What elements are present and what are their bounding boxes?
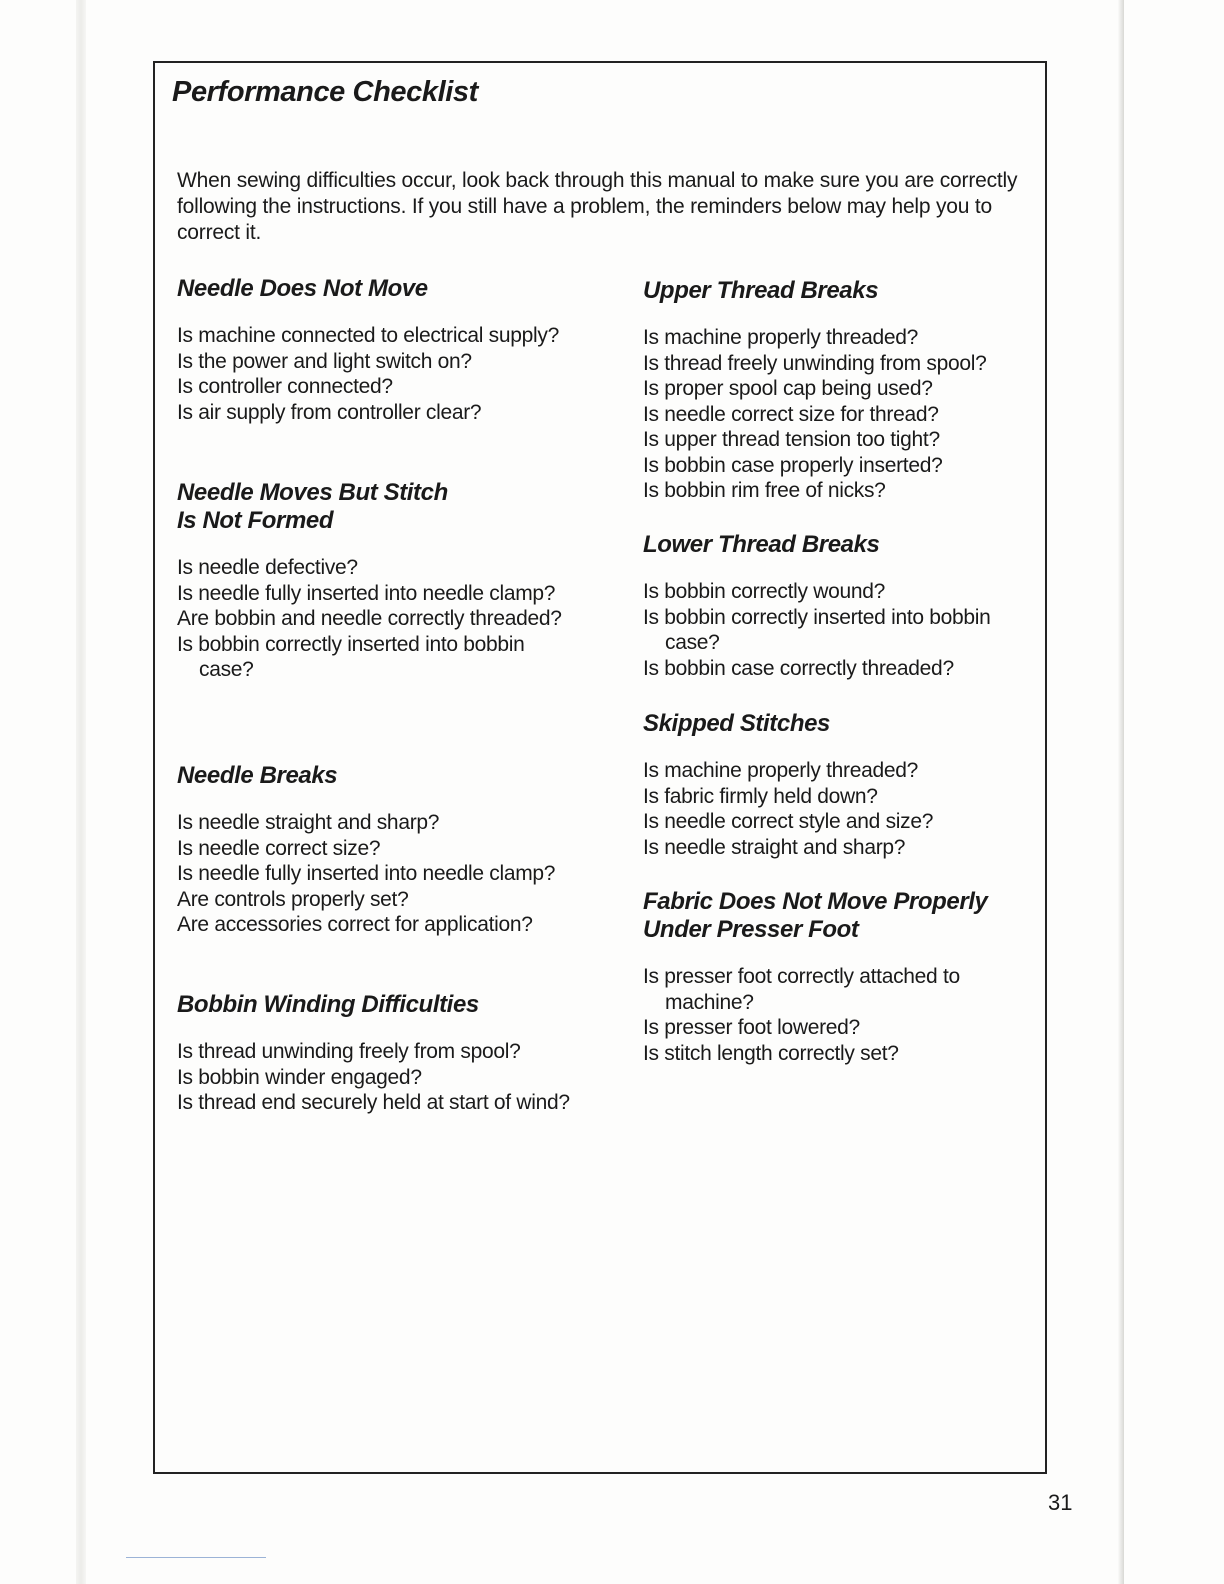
section-bobbin-winding-difficulties: [177, 991, 577, 1116]
section-heading: Lower Thread Breaks: [643, 531, 880, 558]
page-edge-right: [1118, 0, 1124, 1584]
section-skipped-stitches: [643, 710, 1043, 860]
checklist: [177, 810, 577, 938]
checklist: [177, 1039, 577, 1116]
checklist-item: Is needle defective?: [177, 556, 358, 579]
page-edge-left: [76, 0, 86, 1584]
checklist-item: Is bobbin rim free of nicks?: [643, 479, 886, 502]
checklist-item: Is needle straight and sharp?: [177, 811, 440, 834]
intro-paragraph: When sewing difficulties occur, look back through this manual to make sure you are correctly following the instructions. If you still have a problem, the reminders below may help you to correct it.: [177, 169, 1018, 244]
checklist-item: Is bobbin correctly inserted into bobbin case?: [177, 632, 525, 681]
checklist-item: Is bobbin winder engaged?: [177, 1065, 422, 1089]
checklist-item: Is needle correct size for thread?: [643, 402, 939, 426]
checklist: [177, 555, 577, 683]
checklist-item: Is the power and light switch on?: [177, 349, 472, 373]
section-heading: [643, 888, 1043, 944]
section-heading: Needle Breaks: [177, 762, 338, 789]
checklist: [643, 758, 1043, 860]
section-needle-moves-not-formed: [177, 479, 577, 683]
section-fabric-does-not-move: [643, 888, 1043, 1066]
checklist-item: Is machine properly threaded?: [643, 326, 918, 349]
checklist: [643, 325, 1043, 504]
checklist-item: Are accessories correct for application?: [177, 913, 533, 936]
section-heading-line: Needle Moves But Stitch: [177, 479, 448, 506]
section-needle-breaks: [177, 762, 577, 938]
checklist: [177, 323, 577, 425]
checklist-item: Is fabric firmly held down?: [643, 784, 878, 808]
checklist-item: Is bobbin case properly inserted?: [643, 453, 943, 477]
section-heading: [177, 479, 577, 535]
checklist-item: Is needle fully inserted into needle clamp?: [177, 581, 556, 605]
checklist-item: Is bobbin correctly inserted into bobbin case?: [643, 605, 991, 654]
checklist-item: Are bobbin and needle correctly threaded?: [177, 607, 562, 630]
checklist-item: Is presser foot lowered?: [643, 1016, 860, 1039]
section-lower-thread-breaks: [643, 531, 1043, 681]
checklist-item: Is thread unwinding freely from spool?: [177, 1040, 521, 1063]
page-title: Performance Checklist: [172, 76, 478, 108]
checklist-item: Is air supply from controller clear?: [177, 400, 482, 424]
page-number: 31: [1048, 1490, 1073, 1515]
checklist-item: Is machine connected to electrical supply?: [177, 324, 559, 347]
checklist-item: Is needle fully inserted into needle clamp?: [177, 862, 556, 885]
checklist-item: Is needle correct style and size?: [643, 810, 934, 833]
section-heading: Bobbin Winding Difficulties: [177, 991, 479, 1018]
checklist-item: Is bobbin case correctly threaded?: [643, 656, 954, 680]
section-heading-line: Under Presser Foot: [643, 916, 859, 943]
checklist-item: Is thread freely unwinding from spool?: [643, 351, 987, 375]
checklist-item: Is stitch length correctly set?: [643, 1041, 899, 1065]
checklist-item: Is presser foot correctly attached to machine?: [643, 965, 960, 1014]
checklist-item: Are controls properly set?: [177, 887, 409, 911]
checklist: [643, 579, 1043, 681]
section-heading-line: Fabric Does Not Move Properly: [643, 888, 988, 915]
checklist: [643, 964, 1043, 1066]
section-heading: Skipped Stitches: [643, 710, 830, 737]
section-heading-line: Is Not Formed: [177, 507, 334, 534]
checklist-item: Is needle correct size?: [177, 836, 381, 860]
checklist-item: Is bobbin correctly wound?: [643, 580, 886, 603]
checklist-item: Is upper thread tension too tight?: [643, 428, 940, 451]
checklist-item: Is machine properly threaded?: [643, 759, 918, 782]
checklist-item: Is controller connected?: [177, 375, 393, 398]
section-needle-does-not-move: [177, 275, 577, 425]
checklist-item: Is proper spool cap being used?: [643, 377, 933, 400]
section-heading: Needle Does Not Move: [177, 275, 428, 302]
section-heading: Upper Thread Breaks: [643, 277, 879, 304]
section-upper-thread-breaks: [643, 277, 1043, 504]
bottom-rule: [126, 1557, 266, 1558]
checklist-item: Is thread end securely held at start of wind?: [177, 1091, 570, 1114]
checklist-item: Is needle straight and sharp?: [643, 835, 906, 859]
